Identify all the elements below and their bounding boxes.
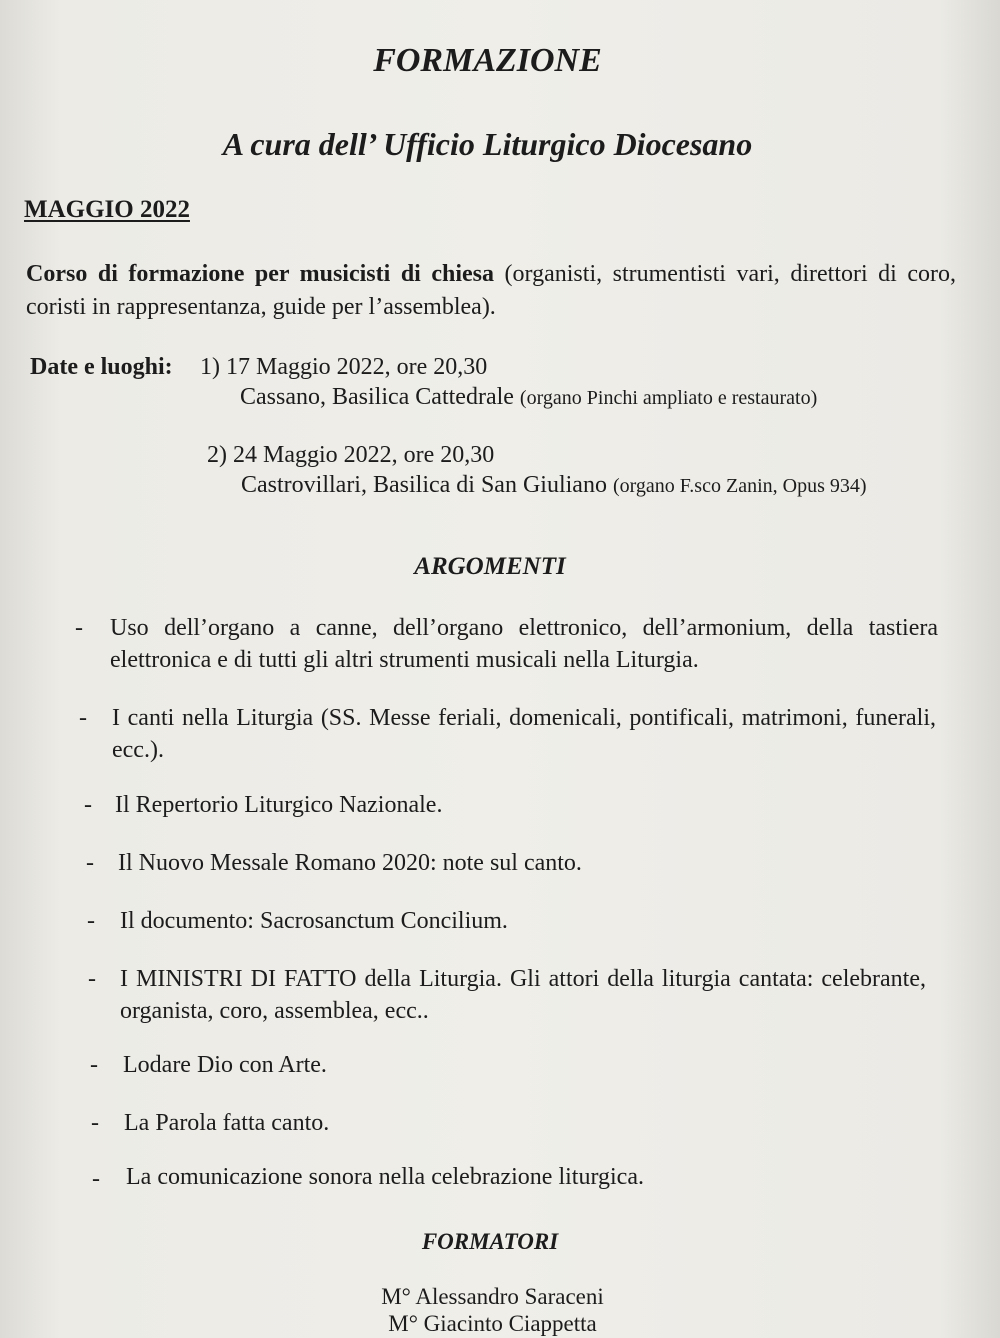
dates-label: Date e luoghi:: [30, 354, 173, 380]
topic-bullet: -: [87, 908, 95, 934]
course-details: (organisti, strumentisti vari, direttori di coro, coristi in rappresentanza, guide per l’assemblea).: [26, 261, 957, 320]
topic-item-5: Il documento: Sacrosanctum Concilium.: [120, 908, 508, 934]
date-entry-1-place: Cassano, Basilica Cattedrale: [240, 384, 514, 410]
topic-item-9: La comunicazione sonora nella celebrazione liturgica.: [126, 1164, 644, 1190]
topic-bullet: -: [91, 1110, 99, 1136]
trainers-heading: FORMATORI: [421, 1229, 559, 1254]
date-entry-1-note: (organo Pinchi ampliato e restaurato): [519, 387, 818, 409]
date-entry-2-note: (organo F.sco Zanin, Opus 934): [612, 475, 867, 497]
topic-item-3: Il Repertorio Liturgico Nazionale.: [115, 792, 443, 818]
topic-item-7: Lodare Dio con Arte.: [123, 1052, 327, 1078]
topics-heading: ARGOMENTI: [414, 553, 566, 580]
topic-bullet: -: [84, 792, 92, 818]
topic-bullet: -: [75, 615, 83, 641]
topic-bullet: -: [86, 850, 94, 876]
topic-bullet: -: [92, 1166, 100, 1192]
trainer-name-2: M° Giacinto Ciappetta: [388, 1311, 597, 1336]
trainer-name-1: M° Alessandro Saraceni: [381, 1284, 604, 1309]
topic-item-4: Il Nuovo Messale Romano 2020: note sul canto.: [118, 850, 582, 876]
topic-bullet: -: [79, 705, 87, 731]
topic-bullet: -: [88, 966, 96, 992]
topic-bullet: -: [90, 1052, 98, 1078]
course-title: Corso di formazione per musicisti di chiesa: [26, 261, 495, 287]
page-title: FORMAZIONE: [373, 42, 602, 79]
date-entry-1-when: 1) 17 Maggio 2022, ore 20,30: [200, 354, 488, 380]
page-subtitle: A cura dell’ Ufficio Liturgico Diocesano: [222, 126, 753, 162]
date-entry-2-place: Castrovillari, Basilica di San Giuliano: [241, 472, 607, 498]
topic-item-6: I MINISTRI DI FATTO della Liturgia. Gli attori della liturgia cantata: celebrante, organista, coro, assemblea, ecc..: [120, 966, 926, 1024]
topic-item-8: La Parola fatta canto.: [124, 1110, 330, 1136]
date-entry-2-place-line: [241, 472, 867, 499]
date-entry-2-when: 2) 24 Maggio 2022, ore 20,30: [207, 442, 495, 468]
month-heading: MAGGIO 2022: [24, 196, 190, 223]
topic-item-2: I canti nella Liturgia (SS. Messe feriali, domenicali, pontificali, matrimoni, funerali, ecc.).: [112, 705, 936, 763]
course-description: [26, 258, 956, 324]
date-entry-1-place-line: [240, 384, 817, 411]
topic-item-1: Uso dell’organo a canne, dell’organo elettronico, dell’armonium, della tastiera elettronica e di tutti gli altri strumenti musicali nella Liturgia.: [110, 615, 938, 673]
